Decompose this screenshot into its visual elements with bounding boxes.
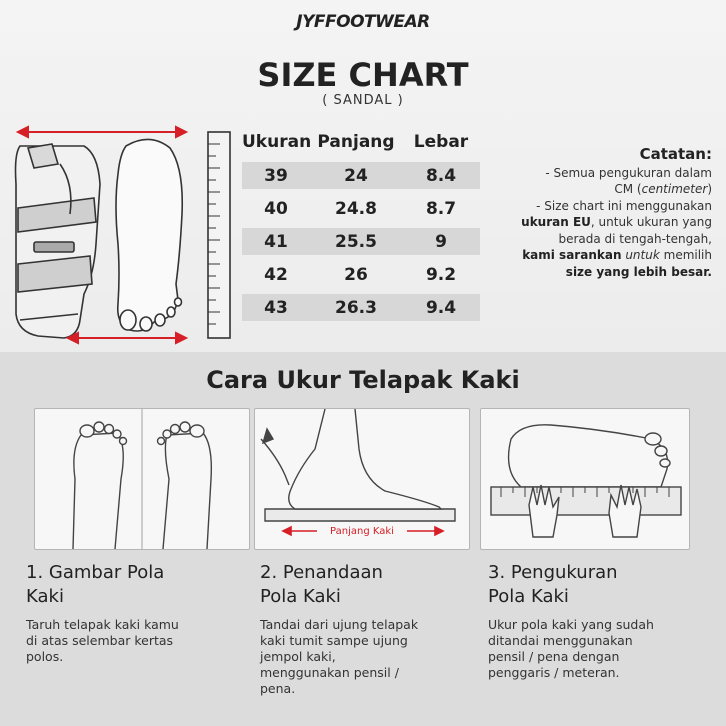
note-line: - Size chart ini menggunakan — [536, 198, 712, 213]
note-italic: untuk — [625, 248, 660, 262]
notes-block — [472, 146, 712, 280]
step2-title — [260, 561, 474, 609]
table-row — [242, 228, 480, 255]
desc-line: di atas selembar kertas — [26, 633, 174, 648]
note-text: memilih — [663, 248, 712, 262]
page-subtitle: ( SANDAL ) — [322, 93, 404, 108]
step2-description — [260, 617, 474, 697]
desc-line: jempol kaki, — [260, 649, 336, 664]
cell-size: 43 — [264, 297, 288, 318]
table-row — [242, 294, 480, 321]
step1-title — [26, 561, 240, 609]
note-bold: kami sarankan — [522, 248, 622, 262]
sandal-foot-illustration — [4, 124, 242, 346]
cell-size: 39 — [264, 165, 288, 186]
desc-line: Tandai dari ujung telapak — [260, 617, 419, 632]
desc-line: polos. — [26, 649, 64, 664]
sandal-side-icon — [16, 144, 101, 338]
step-title-line: Kaki — [26, 586, 64, 607]
note-text: , untuk ukuran yang — [590, 215, 712, 229]
table-row — [242, 195, 480, 222]
desc-line: menggunakan pensil / — [260, 665, 399, 680]
note-italic: centimeter — [641, 182, 708, 196]
feet-on-paper-icon — [35, 409, 249, 549]
page-title: SIZE CHART — [257, 56, 469, 94]
step1-description — [26, 617, 240, 665]
cell-width: 9.4 — [425, 297, 457, 318]
desc-line: kaki tumit sampe ujung — [260, 633, 408, 648]
section-title: Cara Ukur Telapak Kaki — [206, 366, 520, 394]
hands-ruler-icon — [481, 409, 689, 549]
note-line: berada di tengah-tengah, — [558, 231, 712, 246]
desc-line: ditandai menggunakan — [488, 633, 633, 648]
table-row — [242, 162, 480, 189]
foot-outline-icon — [116, 139, 182, 331]
note-bold: size yang lebih besar. — [565, 264, 712, 279]
step-title-line: 2. Penandaan — [260, 562, 383, 583]
step1-illustration — [34, 408, 250, 550]
vertical-ruler-icon — [208, 132, 230, 338]
table-row — [242, 261, 480, 288]
desc-line: pensil / pena dengan — [488, 649, 620, 664]
note-line — [472, 214, 712, 231]
cell-size: 42 — [264, 264, 288, 285]
step3-description — [488, 617, 708, 681]
cell-width: 9.2 — [425, 264, 457, 285]
desc-line: penggaris / meteran. — [488, 665, 620, 680]
size-table — [242, 128, 480, 321]
cell-length: 26.3 — [335, 297, 377, 318]
table-header — [242, 128, 480, 156]
brand-logo: JYFFOOTWEAR — [296, 12, 430, 32]
cell-length: 25.5 — [335, 231, 377, 252]
step-title-line: Pola Kaki — [260, 586, 341, 607]
note-line: - Semua pengukuran dalam — [545, 165, 712, 180]
cell-width: 8.7 — [425, 198, 457, 219]
step2-illustration — [254, 408, 470, 550]
note-line — [472, 181, 712, 198]
step3-title — [488, 561, 708, 609]
note-line — [472, 247, 712, 264]
note-text: CM ( — [614, 182, 642, 196]
header-lebar: Lebar — [413, 132, 469, 152]
cell-length: 26 — [344, 264, 368, 285]
panjang-kaki-label: Panjang Kaki — [317, 526, 407, 537]
header-panjang: Panjang — [317, 132, 395, 152]
cell-size: 40 — [264, 198, 288, 219]
desc-line: Ukur pola kaki yang sudah — [488, 617, 654, 632]
cell-width: 9 — [435, 231, 447, 252]
note-bold: ukuran EU — [521, 215, 591, 229]
cell-width: 8.4 — [425, 165, 457, 186]
notes-heading: Catatan: — [639, 145, 712, 163]
cell-size: 41 — [264, 231, 288, 252]
cell-length: 24.8 — [335, 198, 377, 219]
desc-line: pena. — [260, 681, 296, 696]
step-title-line: Pola Kaki — [488, 586, 569, 607]
header-ukuran: Ukuran — [242, 132, 312, 152]
step-title-line: 1. Gambar Pola — [26, 562, 165, 583]
desc-line: Taruh telapak kaki kamu — [26, 617, 179, 632]
note-text: ) — [707, 182, 712, 196]
step3-illustration — [480, 408, 690, 550]
note-line — [472, 264, 712, 281]
cell-length: 24 — [344, 165, 368, 186]
step-title-line: 3. Pengukuran — [488, 562, 618, 583]
